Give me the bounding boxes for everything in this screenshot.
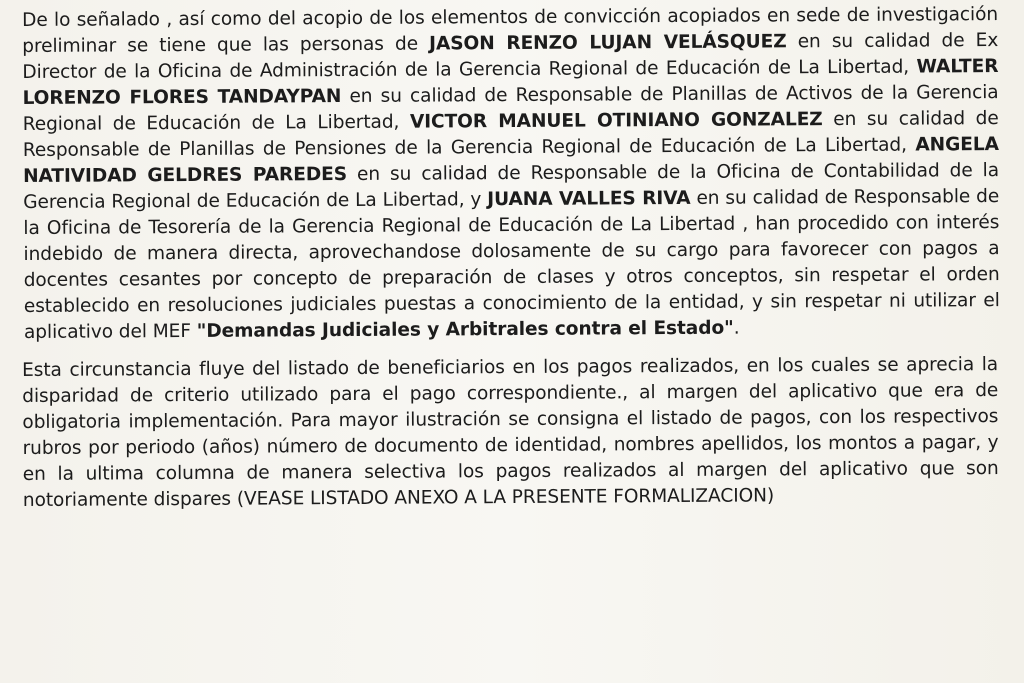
text-segment: en su calidad de Responsable de la Oficina de Tesorería de la Gerencia Regional de Educación de La Libertad , han procedido con interés indebido de manera directa, aprovechandose dolosamente de su cargo para favorecer con pagos a docentes cesantes por concepto de preparación de clases y otros conceptos, sin respetar el orden establecido en resoluciones judiciales puestas a conocimiento de la entidad, y sin respetar ni utilizar el aplicativo del MEF <box>23 186 1000 343</box>
text-segment: . <box>733 317 740 339</box>
text-segment: en su calidad de Responsable de Planillas de Activos de la Gerencia Regional de Educación de La Libertad, <box>22 82 999 135</box>
person-name-victor-manuel-otiniano-gonzalez: VICTOR MANUEL OTINIANO GONZALEZ <box>409 109 823 133</box>
text-segment: Esta circunstancia fluye del listado de beneficiarios en los pagos realizados, en los cuales se aprecia la disparidad de criterio utilizado para el pago correspondiente., al margen del aplicativo que era de obligatoria implementación. Para mayor ilustración se consigna el listado de pagos, con los respectivos rubros por periodo (años) número de documento de identidad, nombres apellidos, los montos a pagar, y en la ultima columna de manera selectiva los pagos realizados al margen del aplicativo que son notoriamente dispares (VEASE LISTADO ANEXO A LA PRESENTE FORMALIZACION) <box>22 354 999 511</box>
paragraph-implicated-officials <box>22 2 1000 346</box>
paragraph-beneficiaries-listing <box>22 352 999 514</box>
text-segment: en su calidad de Responsable de Planillas de Pensiones de la Gerencia Regional de Educación de La Libertad, <box>22 108 999 161</box>
person-name-jason-renzo-lujan-velasquez: JASON RENZO LUJAN VELÁSQUEZ <box>429 31 787 55</box>
application-name: "Demandas Judiciales y Arbitrales contra el Estado" <box>196 317 734 342</box>
person-name-juana-valles-riva: JUANA VALLES RIVA <box>487 187 691 211</box>
person-name-walter-lorenzo-flores-tandaypan: WALTER LORENZO FLORES TANDAYPAN <box>22 56 999 109</box>
person-name-angela-natividad-geldres-paredes: ANGELA NATIVIDAD GELDRES PAREDES <box>22 134 999 187</box>
text-segment: De lo señalado , así como del acopio de los elementos de convicción acopiados en sede de investigación preliminar se tiene que las personas de <box>22 4 999 57</box>
text-segment: en su calidad de Ex Director de la Oficina de Administración de la Gerencia Regional de Educación de La Libertad, <box>22 30 999 83</box>
text-segment: en su calidad de Responsable de la Oficina de Contabilidad de la Gerencia Regional de Educación de La Libertad, y <box>23 160 1000 213</box>
